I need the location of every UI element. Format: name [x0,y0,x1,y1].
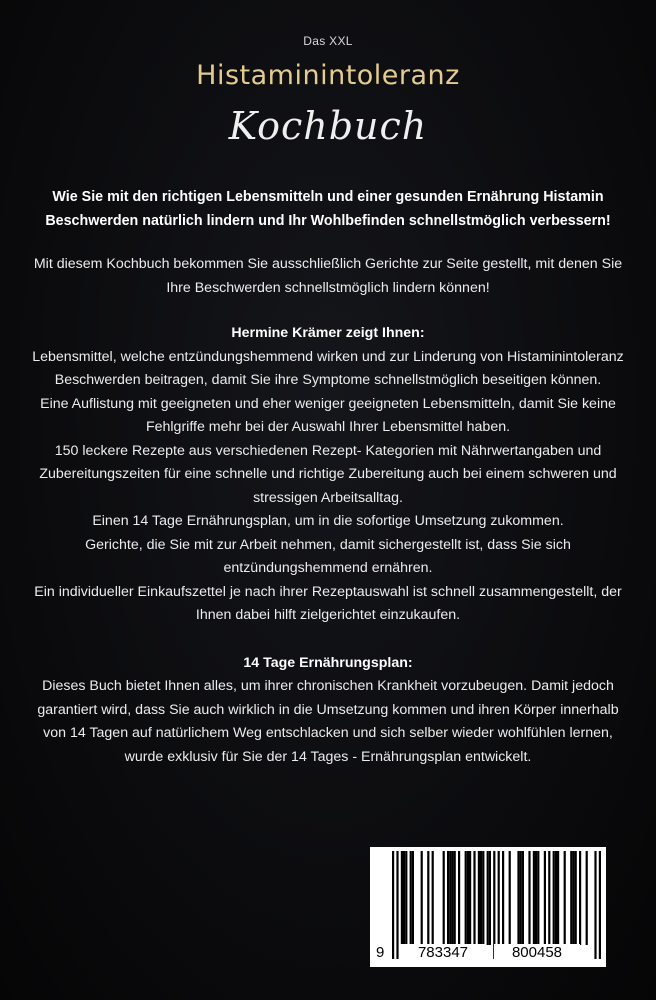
book-title: Histaminintoleranz [196,60,460,91]
lead-paragraph: Wie Sie mit den richtigen Lebensmitteln und einer gesunden Ernährung Histamin Beschwerden natürlich lindern und Ihr Wohlbefinden schnellstmöglich verbessern! [45,189,611,229]
list-item: Lebensmittel, welche entzündungshemmend wirken und zur Linderung von Histaminintoleranz Beschwerden beitragen, damit Sie ihre Symptome schnellstmöglich beseitigen können. [32,348,624,388]
barcode-bar [489,851,491,945]
barcode-bar [447,851,449,945]
barcode-guard-bar [498,851,500,959]
barcode-bar [449,851,451,945]
feature-list [30,346,626,628]
barcode-bar [564,851,566,945]
barcode-bar [403,851,405,945]
barcode-bar [427,851,429,945]
barcode-bar [443,851,445,945]
barcode-bar [535,851,537,945]
barcode-bar [482,851,484,945]
list-item: Ein individueller Einkaufszettel je nach ihrer Rezeptauswahl ist schnell zusammengestellt, der Ihnen dabei hilft zielgerichtet einzukaufen. [34,583,622,623]
barcode-bar [412,851,414,945]
list-item: Einen 14 Tage Ernährungsplan, um in die sofortige Umsetzung zukommen. [92,513,564,529]
barcode-bar [555,851,557,945]
barcode-bar [502,851,504,945]
description-text [30,185,626,769]
isbn-barcode [370,847,606,967]
barcode-bar [537,851,539,945]
barcode-left-group: 783347 [400,944,486,961]
barcode-first-digit: 9 [376,944,385,961]
barcode-bar [451,851,453,945]
barcode-bar [533,851,535,945]
plan-paragraph: Dieses Buch bietet Ihnen alles, um ihrer chronischen Krankheit vorzubeugen. Damit jedoch garantiert wird, dass Sie auch wirklich in die Umsetzung kommen und ihren Körper innerhalb von 14 Tagen auf natürlichem Weg entschlacken und sich selber wieder wohlfühlen lernen, wurde exklusiv für Sie der 14 Tages - Ernährungsplan entwickelt. [37,678,619,765]
barcode-digits [370,944,606,964]
barcode-bar [432,851,434,945]
barcode-bar [557,851,559,945]
barcode-bar [480,851,482,945]
barcode-bar [467,851,469,945]
barcode-bar [465,851,467,945]
barcode-bar [522,851,524,945]
barcode-bar [469,851,471,945]
book-subtitle-script [0,104,656,148]
barcode-bar [548,851,550,945]
barcode-bar [410,851,412,945]
barcode-guard-bar [599,851,601,959]
barcode-bar [509,851,511,945]
barcode-bar [517,851,519,945]
barcode-bar [586,851,588,945]
barcode-bar [405,851,407,945]
barcode-right-group: 800458 [494,944,580,961]
barcode-bar [421,851,423,945]
section-heading-plan: 14 Tage Ernährungsplan: [243,654,413,671]
barcode-bar [487,851,489,945]
barcode-bar [473,851,475,945]
pre-title: Das XXL [303,34,353,48]
subtitle-text: Kochbuch [228,104,428,148]
barcode-bar [401,851,403,945]
barcode-bar [458,851,460,945]
barcode-bar [575,851,577,945]
list-item: Gerichte, die Sie mit zur Arbeit nehmen, damit sichergestellt ist, dass Sie sich entzündungshemmend ernähren. [85,536,571,576]
barcode-guard-bar [392,851,394,959]
barcode-guard-bar [594,851,596,959]
section-heading-author: Hermine Krämer zeigt Ihnen: [231,325,425,341]
barcode-bar [520,851,522,945]
barcode-bar [454,851,456,945]
barcode-guard-bar [396,851,398,959]
barcode-guard-bar [493,851,495,959]
barcode-bar [544,851,546,945]
barcode-bar [579,851,581,945]
intro-paragraph: Mit diesem Kochbuch bekommen Sie ausschließlich Gerichte zur Seite gestellt, mit denen Sie Ihre Beschwerden schnellstmöglich lindern können! [33,256,623,296]
barcode-bar [478,851,480,945]
barcode-bar [570,851,572,945]
list-item: 150 leckere Rezepte aus verschiedenen Rezept- Kategorien mit Nährwertangaben und Zubereitungszeiten für eine schnelle und richtige Zubereitung auch bei einem schweren und stressigen Arbeitsalltag. [39,442,617,506]
barcode-bar [528,851,530,945]
barcode-bar [572,851,574,945]
list-item: Eine Auflistung mit geeigneten und eher weniger geeigneten Lebensmitteln, damit Sie keine Fehlgriffe mehr bei der Auswahl Ihrer Lebensmittel haben. [40,395,616,435]
barcode-bar [553,851,555,945]
